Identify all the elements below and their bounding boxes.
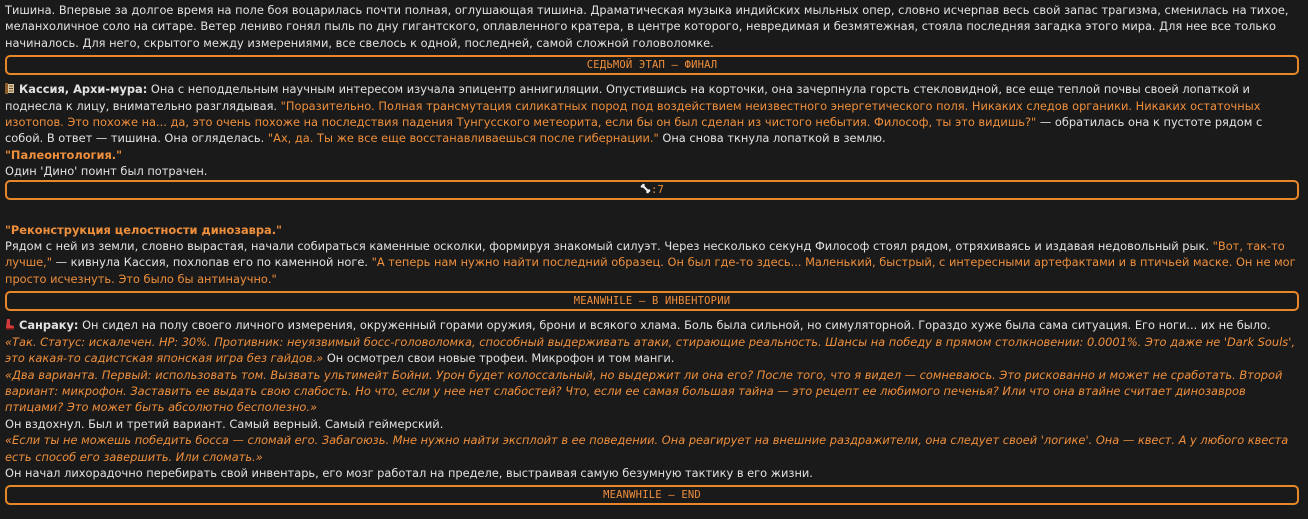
boot-icon <box>5 318 15 329</box>
sigh-line: Он вздохнул. Был и третий вариант. Самый верный. Самый геймерский. <box>5 416 444 431</box>
sanraku-status: «Так. Статус: искалечен. HP: 30%. Противник: неуязвимый босс-головоломка, способный выдерживать атаки, стирающие реальность. Шансы на победу в прямом столкновении: 0.0001%. Это даже не 'Dark Souls', это какая-то садистская японская игра без гайдов.» <box>5 334 1295 366</box>
inventory-line: Он начал лихорадочно перебирать свой инвентарь, его мозг работал на пределе, выстраивая самую безумную тактику в его жизни. <box>5 465 813 480</box>
intro-paragraph: Тишина. Впервые за долгое время на поле боя воцарилась почти полная, оглушающая тишина. Драматическая музыка индийских мыльных опер, словно исчерпав весь свой запас трагизма, сменилась на тихое, меланхоличное соло на ситаре. Ветер лениво гонял пыль по дну гигантского, оплавленного кратера, в центре которого, невредимая и безмятежная, стояла последняя загадка этого мира. Для нее все только начиналось. Для него, скрытого между измерениями, все свелось к одной, последней, самой сложной головоломке. <box>5 3 1289 50</box>
sanraku-paragraph <box>5 317 1299 366</box>
bone-icon <box>640 183 650 194</box>
sanraku-name: Санраку: <box>19 318 79 333</box>
philosopher-quote-2: "А теперь нам нужно найти последний образец. Он был где-то здесь... Маленький, быстрый, с интересными артефактами и в птичьей маске. Он не мог просто исчезнуть. Это было бы антинаучно." <box>5 255 1296 286</box>
philosopher-text-1: Рядом с ней из земли, словно вырастая, начали собираться каменные осколки, формируя знакомый силуэт. Через несколько секунд Философ стоял рядом, отряхиваясь и издавая недовольный рык. <box>5 239 1213 254</box>
kassia-text-3: Она снова ткнула лопаткой в землю. <box>658 131 886 146</box>
thought-exploit: «Если ты не можешь победить босса — сломай его. Забагоюзь. Мне нужно найти эксплойт в ее поведении. Она реагирует на внешние раздражители, она следует своей 'логике'. Она — квест. А у любого квеста есть способ его завершить. Или сломать.» <box>5 433 1289 464</box>
kassia-quote-2: "Ах, да. Ты же все еще восстанавливаешься после гибернации." <box>267 131 659 146</box>
kassia-name: Кассия, Архи-мура: <box>19 82 148 97</box>
dino-counter-value: :7 <box>650 183 665 196</box>
kassia-paragraph <box>5 81 1299 147</box>
dino-counter-banner <box>5 180 1299 200</box>
end-banner: MEANWHILE — END <box>5 485 1299 505</box>
sanraku-text-1: Он сидел на полу своего личного измерения, окруженный горами оружия, брони и всякого хлама. Боль была сильной, но симуляторной. Гораздо хуже была сама ситуация. Его ноги... их не было. <box>78 318 1271 333</box>
reconstruction-line: "Реконструкция целостности динозавра." <box>5 222 282 237</box>
thought-options: «Два варианта. Первый: использовать том. Вызвать ультимейт Бойни. Урон будет колоссальный, но выдержит ли она его? После того, что я видел — сомневаюсь. Это рискованно и может не сработать. Второй вариант: микрофон. Заставить ее выдать свою слабость. Но что, если у нее нет слабостей? Что, если ее самая большая тайна — это рецепт ее любимого печенья? Или что она втайне считает динозавров птицами? Это может быть абсолютно бесполезно.» <box>5 367 1283 415</box>
kassia-quote-1: "Поразительно. Полная трансмутация силикатных пород под воздействием неизвестного энергетического поля. Никаких следов органики. Никаких остаточных изотопов. Это похоже на... да, это очень похоже на последствия падения Тунгусского метеорита, если бы он был сделан из чистого небытия. Философ, ты это видишь?" <box>5 98 1261 130</box>
philosopher-paragraph <box>5 238 1299 287</box>
philosopher-text-2: — кивнула Кассия, похлопав его по каменной ноге. <box>52 255 372 270</box>
sanraku-text-2: Он осмотрел свои новые трофеи. Микрофон и том манги. <box>323 351 675 366</box>
kassia-text-1: Она с неподдельным научным интересом изучала эпицентр аннигиляции. Опустившись на корточки, она зачерпнула горсть стекловидной, все еще теплой почвы своей лопаткой и поднесла к лицу, внимательно разглядывая. <box>5 82 1250 113</box>
scroll-icon <box>5 82 15 93</box>
meanwhile-banner: MEANWHILE — В ИНВЕНТОРИИ <box>5 291 1299 311</box>
dino-point-line: Один 'Дино' поинт был потрачен. <box>5 164 208 179</box>
kassia-text-2: — обратилась она к пустоте рядом с собой. В ответ — тишина. Она огляделась. <box>5 115 1263 146</box>
stage-banner: СЕДЬМОЙ ЭТАП — ФИНАЛ <box>5 55 1299 75</box>
philosopher-quote-1: "Вот, так-то лучше," <box>5 239 1285 270</box>
paleontology-line: "Палеонтология." <box>5 147 123 162</box>
